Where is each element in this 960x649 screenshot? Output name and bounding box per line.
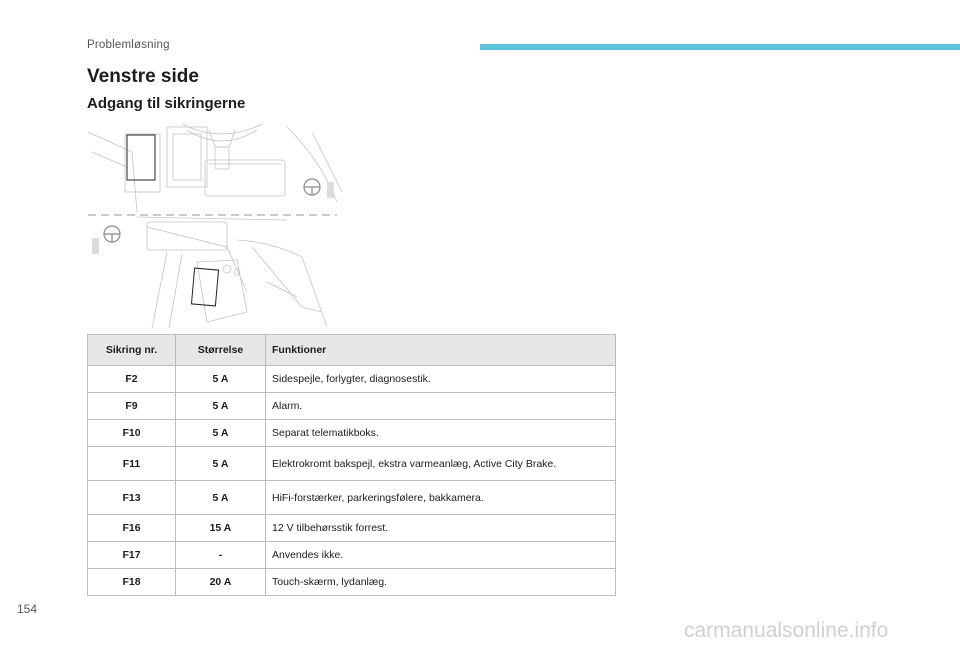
table-row (88, 447, 616, 481)
dashboard-fusebox-illustration (87, 122, 343, 328)
fuse-size: 5 A (176, 481, 266, 515)
table-row (88, 515, 616, 542)
fuse-number: F16 (88, 515, 176, 542)
table-row (88, 569, 616, 596)
fuse-size: 5 A (176, 366, 266, 393)
fuse-function: Touch-skærm, lydanlæg. (266, 569, 616, 596)
section-label: Problemløsning (87, 39, 170, 51)
table-row (88, 420, 616, 447)
table-row (88, 393, 616, 420)
fuse-function: 12 V tilbehørsstik forrest. (266, 515, 616, 542)
page-title: Venstre side (87, 66, 199, 87)
header-functions: Funktioner (266, 335, 616, 366)
fuse-size: 5 A (176, 393, 266, 420)
table-row (88, 481, 616, 515)
fuse-number: F11 (88, 447, 176, 481)
fuse-size: 15 A (176, 515, 266, 542)
table-row (88, 366, 616, 393)
fuse-number: F18 (88, 569, 176, 596)
fuse-size: 5 A (176, 420, 266, 447)
fuse-function: Elektrokromt bakspejl, ekstra varmeanlæg, Active City Brake. (266, 447, 616, 481)
fuse-size: 20 A (176, 569, 266, 596)
header-size: Størrelse (176, 335, 266, 366)
fuse-function: Alarm. (266, 393, 616, 420)
fuse-number: F17 (88, 542, 176, 569)
fuse-number: F2 (88, 366, 176, 393)
fuse-function: Anvendes ikke. (266, 542, 616, 569)
fuse-function: HiFi-forstærker, parkeringsfølere, bakkamera. (266, 481, 616, 515)
page-subtitle: Adgang til sikringerne (87, 95, 246, 112)
fuse-size: - (176, 542, 266, 569)
fuse-number: F9 (88, 393, 176, 420)
header-fuse-number: Sikring nr. (88, 335, 176, 366)
fuse-table (87, 334, 616, 596)
fuse-size: 5 A (176, 447, 266, 481)
fuse-number: F10 (88, 420, 176, 447)
table-header-row (88, 335, 616, 366)
fuse-number: F13 (88, 481, 176, 515)
watermark: carmanualsonline.info (684, 619, 889, 642)
page-number: 154 (17, 602, 38, 616)
fuse-function: Sidespejle, forlygter, diagnosestik. (266, 366, 616, 393)
fuse-function: Separat telematikboks. (266, 420, 616, 447)
header-accent-bar (480, 44, 960, 50)
table-row (88, 542, 616, 569)
